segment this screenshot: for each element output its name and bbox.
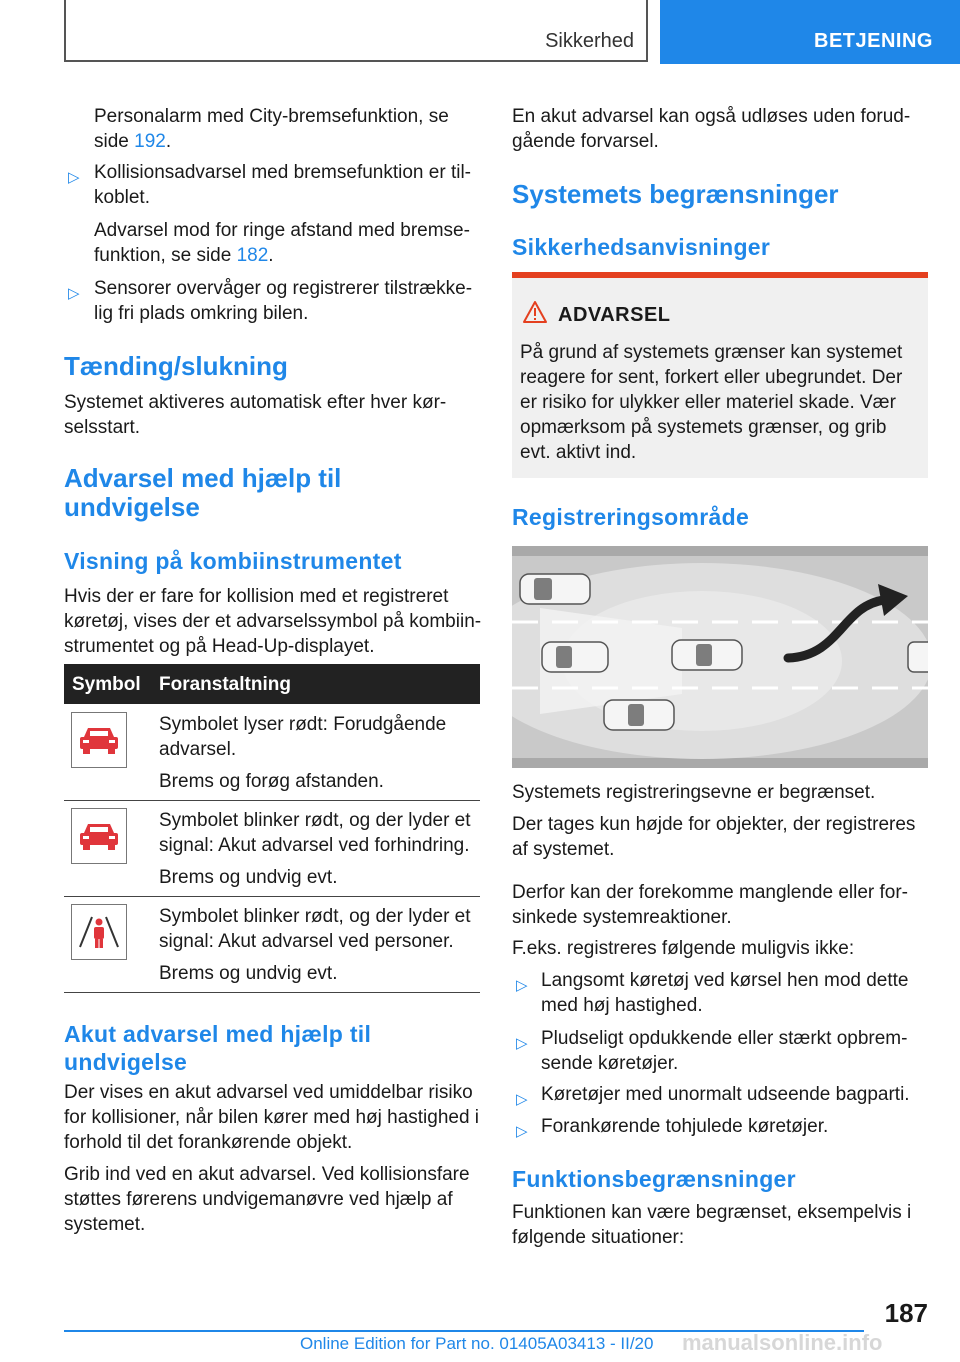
footer-edition: Online Edition for Part no. 01405A03413 - II/20 (300, 1334, 654, 1353)
page-link-182[interactable]: 182 (236, 245, 269, 266)
taending-paragraph: Systemet aktiveres automatisk efter hver kør- selsstart. (64, 392, 447, 438)
table-row: Symbolet blinker rødt, og der lyder et signal: Akut advarsel ved personer. Brems og undvig evt. (159, 906, 471, 984)
bullet-icon: ▷ (516, 977, 528, 994)
list-item: Køretøjer med unormalt udseende bagparti. (541, 1084, 910, 1105)
header-section-title: Sikkerhed (545, 30, 634, 52)
heading-sikkerhed: Sikkerhedsanvisninger (512, 234, 771, 260)
bullet-icon: ▷ (68, 285, 80, 302)
reg-paragraph-2: Der tages kun højde for objekter, der registreres af systemet. (512, 814, 916, 860)
right-intro-paragraph: En akut advarsel kan også udløses uden forud- gående forvarsel. (512, 106, 911, 152)
table-header (64, 664, 480, 704)
warning-text: På grund af systemets grænser kan systemet reagere for sent, forkert eller ubegrundet. Der er risiko for ulykker eller materiel skade. Vær opmærksom på systemets grænser, og grib evt. aktivt ind. (520, 342, 903, 463)
detection-area-illustration (512, 546, 928, 768)
intro-paragraph: Personalarm med City-bremsefunktion, se side 192. (94, 106, 449, 152)
heading-advarsel: Advarsel med hjælp til undvigelse (64, 463, 342, 522)
reg-paragraph-1: Systemets registreringsevne er begrænset. (512, 782, 876, 803)
reg-paragraph-4: F.eks. registreres følgende muligvis ikke: (512, 938, 855, 959)
heading-funktionsbegraensninger: Funktionsbegrænsninger (512, 1166, 796, 1192)
bullet-icon: ▷ (516, 1035, 528, 1052)
list-item: Forankørende tohjulede køretøjer. (541, 1116, 829, 1137)
warning-title: ADVARSEL (558, 304, 671, 326)
warning-triangle-icon (522, 300, 548, 324)
table-header-symbol: Symbol (72, 674, 141, 695)
list-item-subtext: Advarsel mod for ringe afstand med bremse- funktion, se side 182. (94, 220, 470, 266)
heading-registreringsomraade: Registreringsområde (512, 504, 750, 530)
page-link-192[interactable]: 192 (134, 131, 166, 152)
table-header-action: Foranstaltning (159, 674, 291, 695)
visning-paragraph: Hvis der er fare for kollision med et registreret køretøj, vises der et advarselssymbol på kombiin- strumentet og på Head-Up-displayet. (64, 586, 482, 657)
pedestrian-warning-icon (71, 904, 127, 960)
warning-box (512, 272, 928, 478)
header-section-tab (64, 0, 648, 62)
table-row: Symbolet lyser rødt: Forudgående advarsel. Brems og forøg afstanden. (159, 714, 447, 792)
table-divider (64, 896, 480, 897)
heading-visning: Visning på kombiinstrumentet (64, 548, 402, 574)
table-divider (64, 800, 480, 801)
car-warning-icon (71, 712, 127, 768)
list-item: Kollisionsadvarsel med bremsefunktion er til- koblet. (94, 162, 471, 208)
heading-taending: Tænding/slukning (64, 351, 288, 381)
heading-akut: Akut advarsel med hjælp til undvigelse (64, 1021, 372, 1075)
list-item: Pludseligt opdukkende eller stærkt opbrem- sende køretøjer. (541, 1028, 908, 1074)
table-row: Symbolet blinker rødt, og der lyder et signal: Akut advarsel ved forhindring. Brems og undvig evt. (159, 810, 471, 888)
table-divider (64, 992, 480, 993)
akut-paragraph-2: Grib ind ved en akut advarsel. Ved kollisionsfare støttes førerens undvigemanøvre ved hjælp af systemet. (64, 1164, 470, 1235)
header-chapter-title: BETJENING (814, 30, 933, 52)
heading-begraensninger: Systemets begrænsninger (512, 179, 839, 209)
car-warning-flashing-icon (71, 808, 127, 864)
list-item: Sensorer overvåger og registrerer tilstrække- lig fri plads omkring bilen. (94, 278, 473, 324)
reg-paragraph-3: Derfor kan der forekomme manglende eller for- sinkede systemreaktioner. (512, 882, 909, 928)
funk-paragraph: Funktionen kan være begrænset, eksempelvis i følgende situationer: (512, 1202, 912, 1248)
page-number: 187 (884, 1298, 928, 1328)
bullet-icon: ▷ (516, 1091, 528, 1108)
header-chapter-tab (660, 0, 960, 64)
akut-paragraph-1: Der vises en akut advarsel ved umiddelbar risiko for kollisioner, når bilen kører med høj hastighed i forhold til det forankørende objekt. (64, 1082, 480, 1153)
watermark: manualsonline.info (682, 1330, 883, 1355)
bullet-icon: ▷ (516, 1123, 528, 1140)
list-item: Langsomt køretøj ved kørsel hen mod dette med høj hastighed. (541, 970, 909, 1016)
bullet-icon: ▷ (68, 169, 80, 186)
